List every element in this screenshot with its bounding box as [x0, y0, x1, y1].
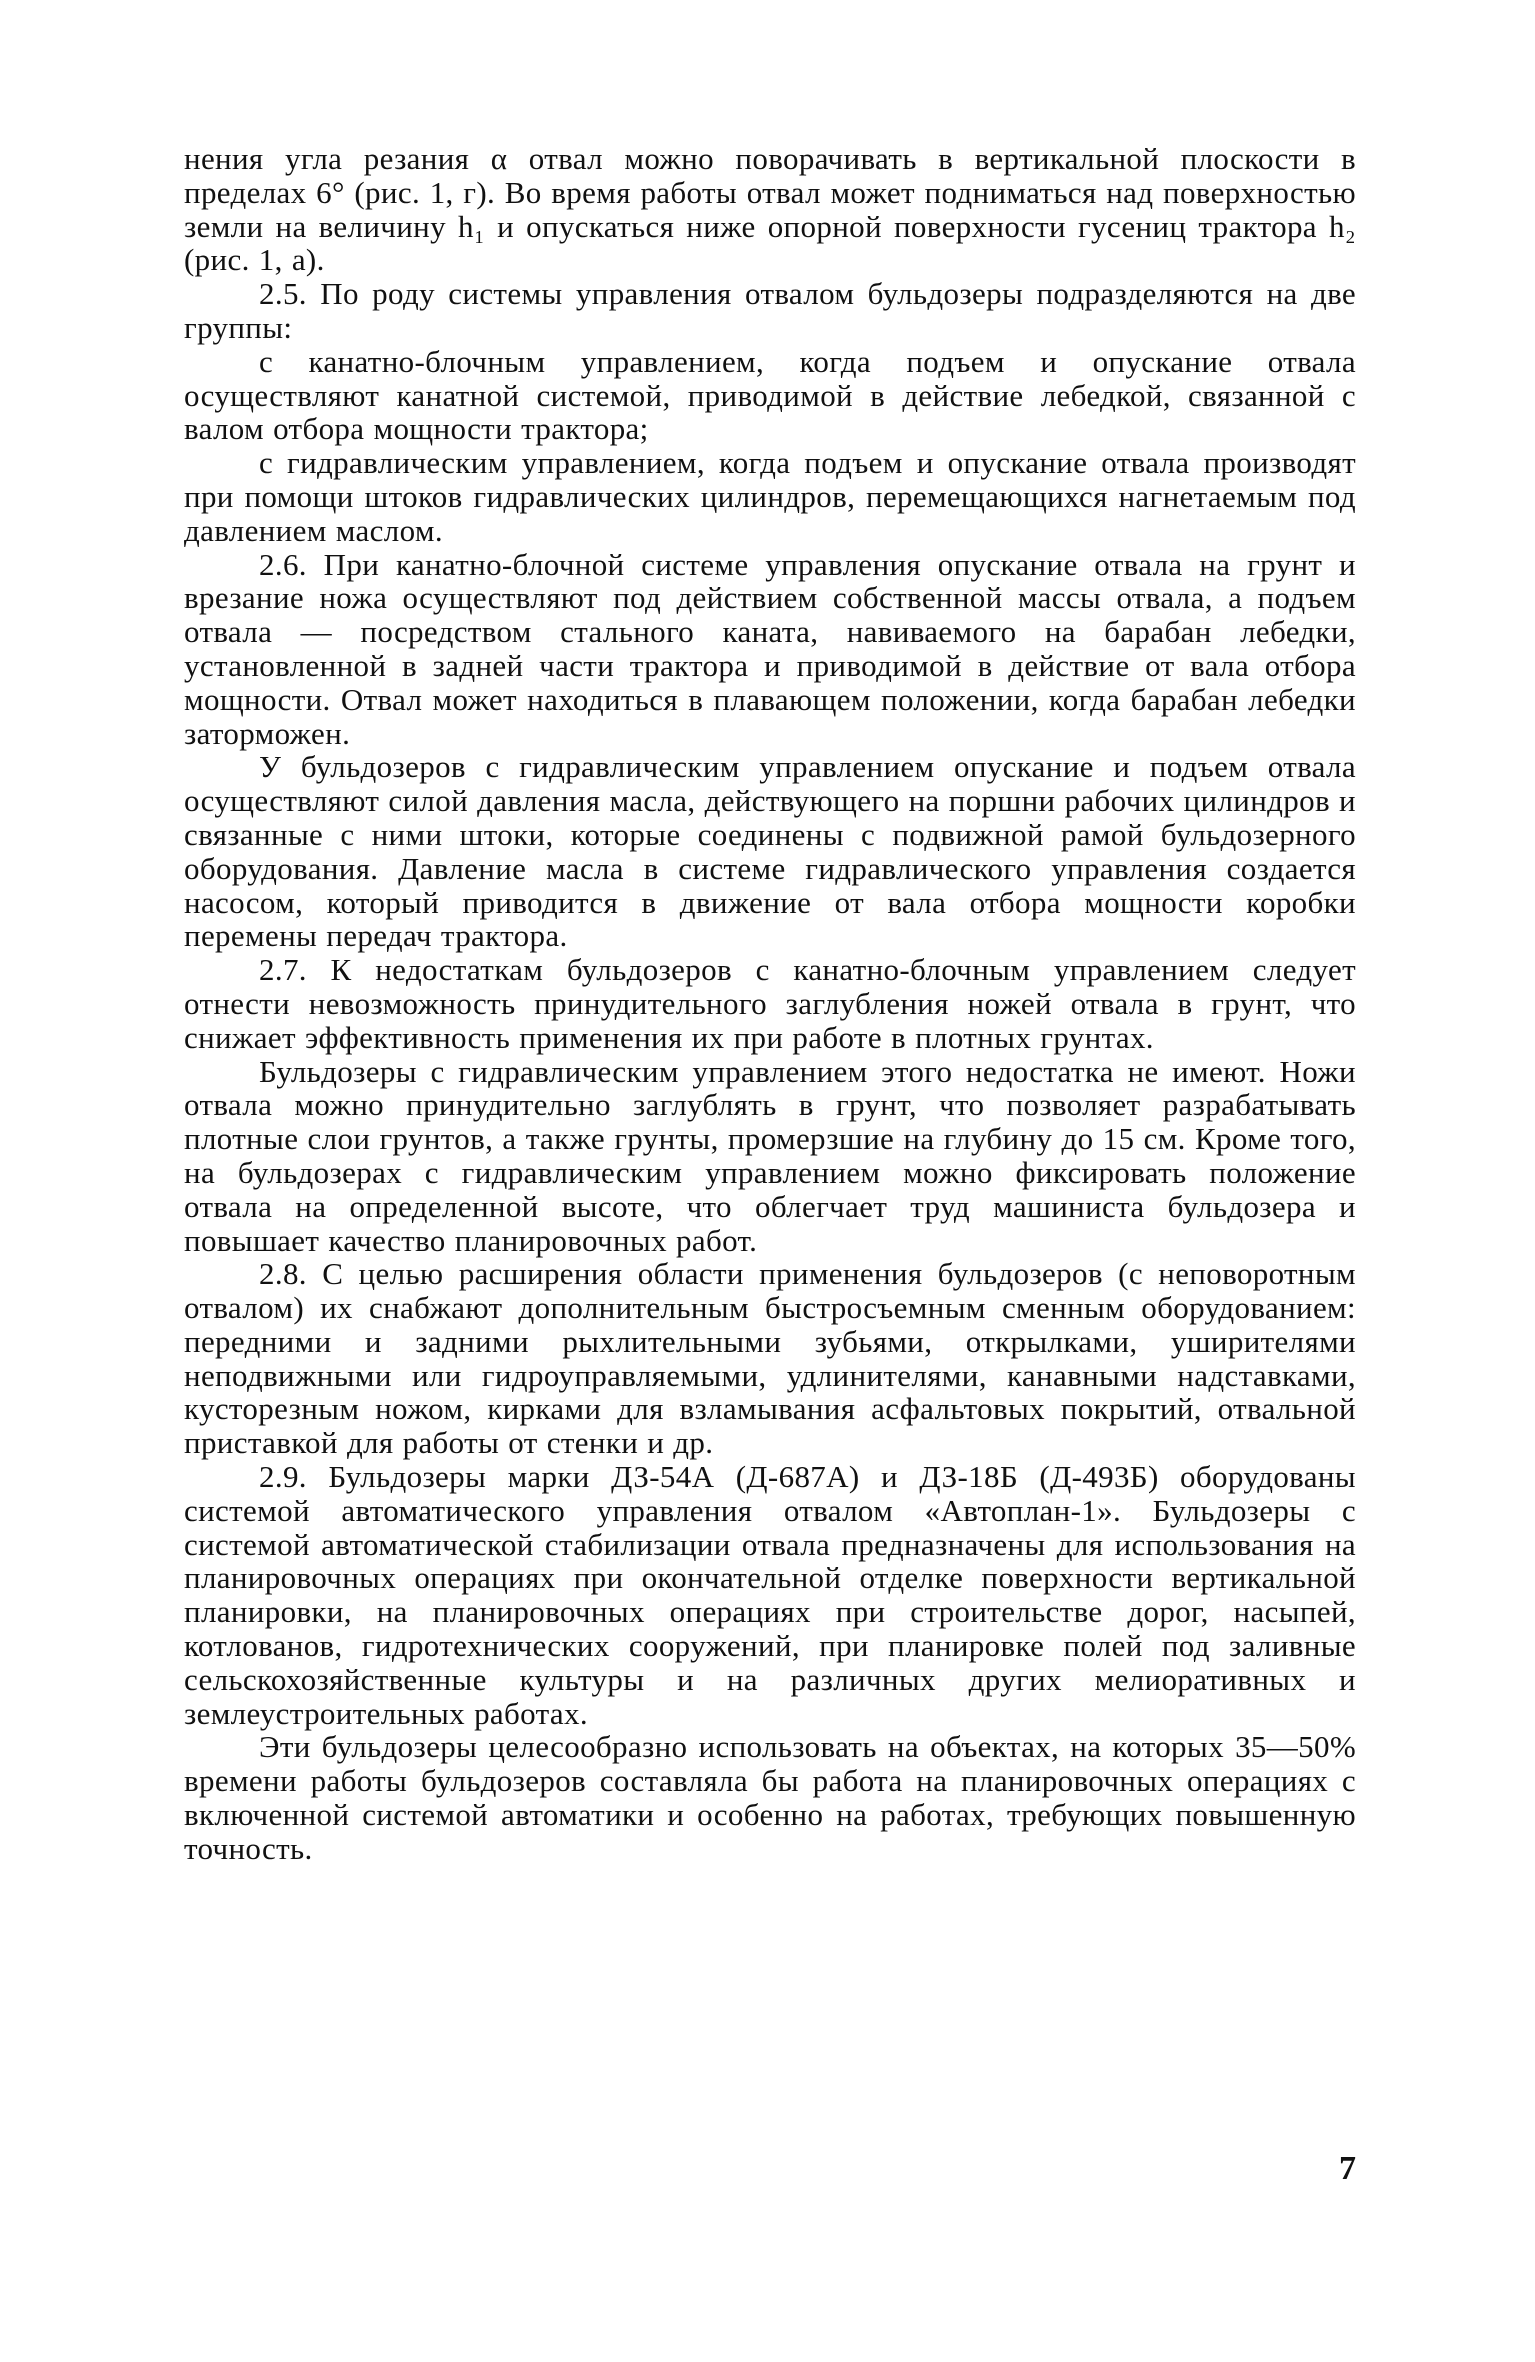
paragraph-hydraulic-lowering: У бульдозеров с гидравлическим управлением опускание и подъем отвала осуществляют силой давления масла, действующего на поршни рабочих цилиндров и связанные с ними штоки, которые соединены с подвижной рамой бульдозерного оборудования. Давление масла в системе гидравлического управления создается насосом, который приводится в движение от вала отбора мощности коробки перемены передач трактора.: [184, 749, 1356, 954]
paragraph-hydraulic-advantages: Бульдозеры с гидравлическим управлением этого недостатка не имеют. Ножи отвала можно принудительно заглублять в грунт, что позволяет разрабатывать плотные слои грунтов, а также грунты, промерзшие на глубину до 15 см. Кроме того, на бульдозерах с гидравлическим управлением можно фиксировать положение отвала на определенной высоте, что облегчает труд машиниста бульдозера и повышает качество планировочных работ.: [184, 1053, 1356, 1258]
paragraph-2-7: 2.7. К недостаткам бульдозеров с канатно-блочным управлением следует отнести невозможность принудительного заглубления ножей отвала в грунт, что снижает эффективность применения их при работе в плотных грунтах.: [184, 952, 1356, 1055]
paragraph-hydraulic-control: с гидравлическим управлением, когда подъем и опускание отвала производят при помощи штоков гидравлических цилиндров, перемещающихся нагнетаемым под давлением маслом.: [184, 445, 1356, 548]
paragraph-2-6: 2.6. При канатно-блочной системе управления опускание отвала на грунт и врезание ножа осуществляют под действием собственной массы отвала, а подъем отвала — посредством стального каната, навиваемого на барабан лебедки, установленной в задней части трактора и приводимой в действие от вала отбора мощности. Отвал может находиться в плавающем положении, когда барабан лебедки заторможен.: [184, 546, 1356, 751]
paragraph-2-5: 2.5. По роду системы управления отвалом бульдозеры подразделяются на две группы:: [184, 276, 1356, 345]
page-number: 7: [1339, 2150, 1356, 2187]
body-text: [184, 142, 1356, 1866]
paragraph-2-8: 2.8. С целью расширения области применения бульдозеров (с неповоротным отвалом) их снабжают дополнительным быстросъемным сменным оборудованием: передними и задними рыхлительными зубьями, открылками, уширителями неподвижными или гидроуправляемыми, удлинителями, канавными надставками, кусторезным ножом, кирками для взламывания асфальтовых покрытий, отвальной приставкой для работы от стенки и др.: [184, 1256, 1356, 1461]
paragraph-cable-control: с канатно-блочным управлением, когда подъем и опускание отвала осуществляют канатной системой, приводимой в действие лебедкой, связанной с валом отбора мощности трактора;: [184, 343, 1356, 447]
paragraph-2-9: 2.9. Бульдозеры марки ДЗ-54А (Д-687А) и ДЗ-18Б (Д-493Б) оборудованы системой автоматического управления отвалом «Автоплан-1». Бульдозеры с системой автоматической стабилизации отвала предназначены для использования на планировочных операциях при окончательной отделке поверхности вертикальной планировки, на планировочных операциях при строительстве дорог, насыпей, котлованов, гидротехнических сооружений, при планировке полей под заливные сельскохозяйственные культуры и на различных других мелиоративных и землеустроительных работах.: [184, 1459, 1356, 1731]
paragraph-usage: Эти бульдозеры целесообразно использовать на объектах, на которых 35—50% времени работы бульдозеров составляла бы работа на планировочных операциях с включенной системой автоматики и особенно на работах, требующих повышенную точность.: [184, 1729, 1356, 1866]
paragraph-continuation: нения угла резания α отвал можно поворачивать в вертикальной плоскости в пределах 6° (рис. 1, г). Во время работы отвал может подниматься над поверхностью земли на величину h₁ и опускаться ниже опорной поверхности гусениц трактора h₂ (рис. 1, а).: [184, 141, 1356, 278]
